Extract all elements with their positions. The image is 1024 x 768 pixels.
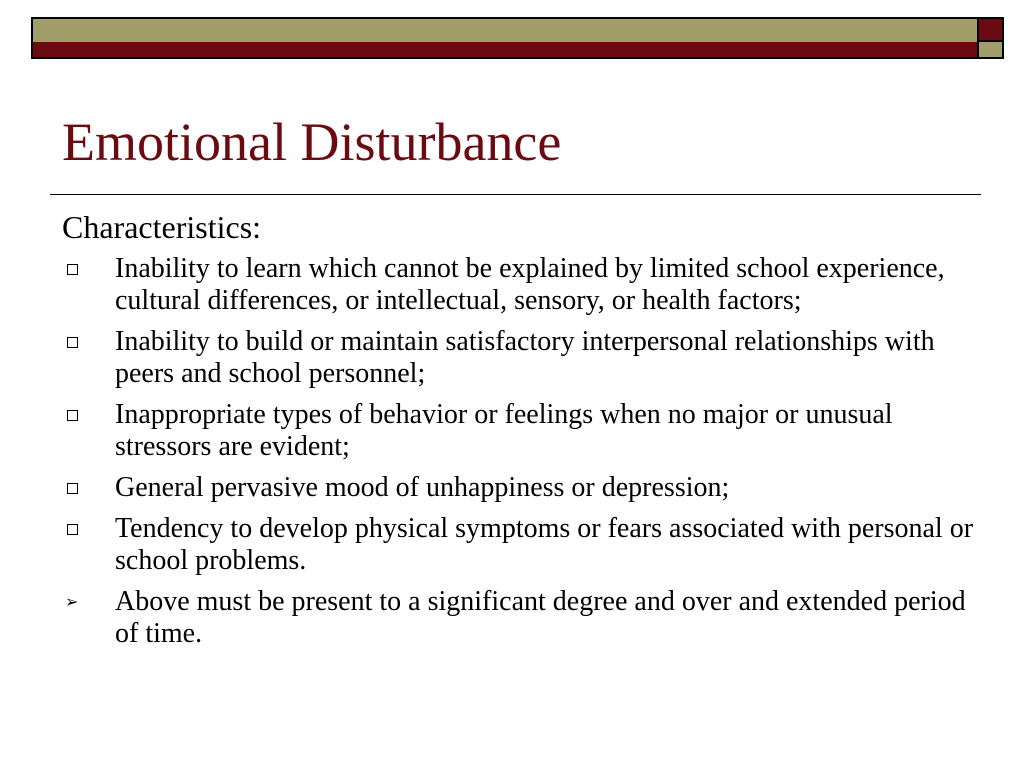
square-bullet-icon [67, 264, 78, 275]
slide-body [62, 207, 982, 659]
list-item [62, 253, 975, 317]
header-corner-maroon-square [977, 17, 1004, 42]
section-heading: Characteristics: [62, 209, 262, 245]
list-item [62, 472, 975, 504]
list-item-text: Above must be present to a significant degree and over and extended period of time. [115, 586, 966, 649]
list-item [62, 399, 975, 463]
list-item-text: Inappropriate types of behavior or feelings when no major or unusual stressors are evident; [115, 399, 893, 462]
list-item [62, 586, 975, 650]
list-item-text: General pervasive mood of unhappiness or depression; [115, 472, 730, 503]
square-bullet-icon [67, 410, 78, 421]
list-item-text: Tendency to develop physical symptoms or fears associated with personal or school problems. [115, 513, 974, 576]
title-divider [50, 194, 981, 195]
square-bullet-icon [67, 483, 78, 494]
arrow-bullet-icon: ➢ [65, 592, 79, 611]
list-item-text: Inability to learn which cannot be explained by limited school experience, cultural differences, or intellectual, sensory, or health factors; [115, 253, 945, 316]
header-corner-olive-square [977, 42, 1004, 59]
header-band-olive [31, 17, 977, 42]
list-item [62, 326, 975, 390]
list-item-text: Inability to build or maintain satisfactory interpersonal relationships with peers and school personnel; [115, 326, 935, 389]
square-bullet-icon [67, 337, 78, 348]
header-band-maroon [31, 42, 977, 59]
square-bullet-icon [67, 524, 78, 535]
bullet-list [62, 253, 982, 650]
list-item [62, 513, 975, 577]
slide-title: Emotional Disturbance [62, 112, 562, 172]
